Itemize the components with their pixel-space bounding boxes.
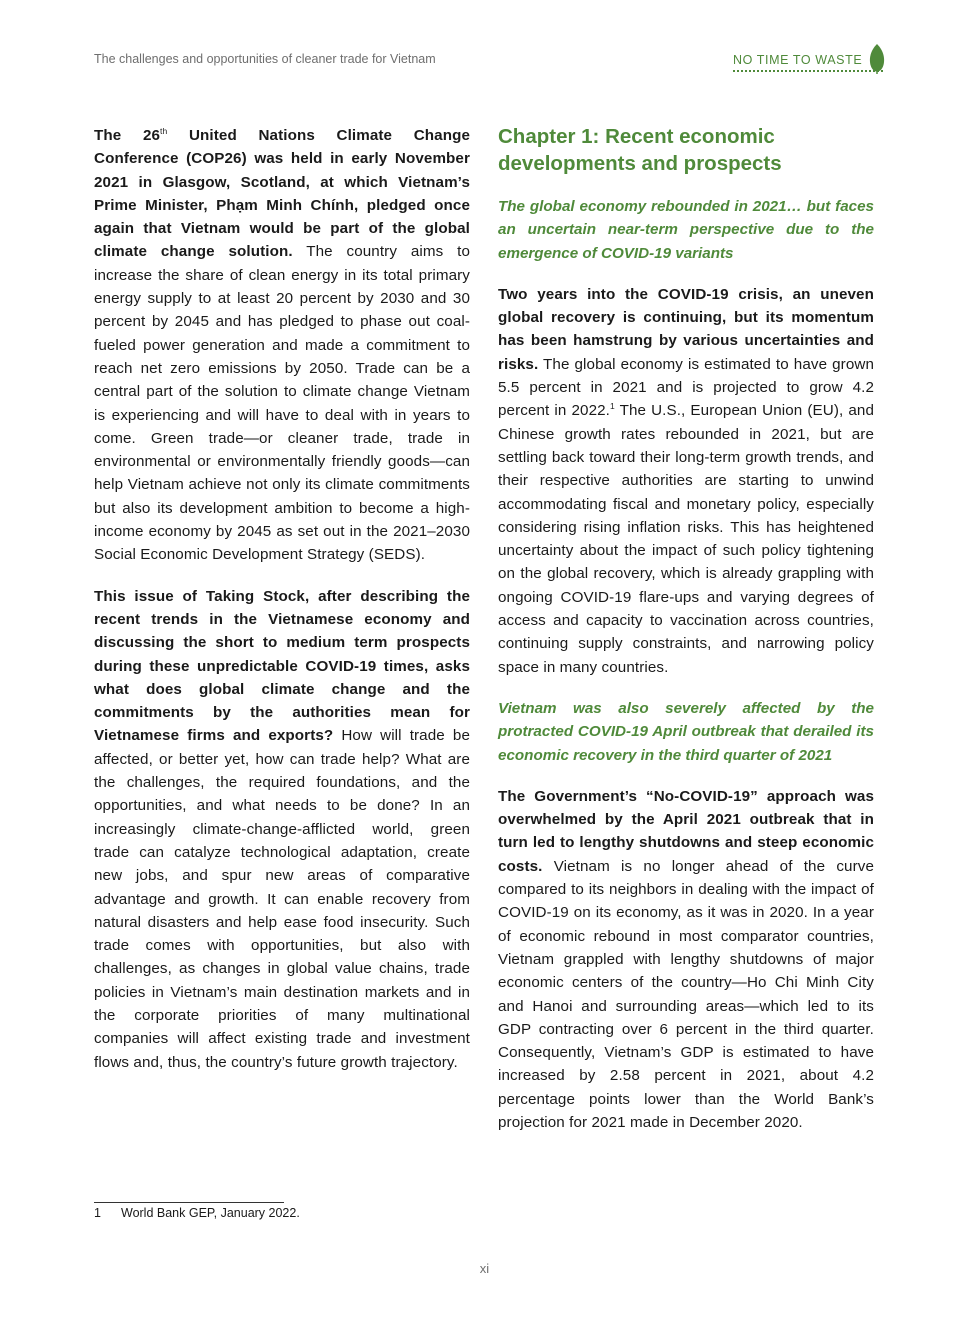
- intro-bold-b: United Nations Climate Change Conference (COP26) was held in early November 2021 in Glasgow, Scotland, at which Vietnam’s Prime Minister, Phạm Minh Chính, pledged once again that Vietnam would be part of the global climate change solution.: [94, 127, 471, 261]
- ordinal-superscript: th: [160, 126, 168, 136]
- global-recovery-bold: Two years into the COVID-19 crisis, an uneven global recovery is continuing, but its momentum has been hamstrung by various uncertainties and risks.: [498, 285, 874, 373]
- no-covid-paragraph: [498, 785, 874, 1134]
- right-column: [498, 124, 874, 1152]
- leaf-icon: [869, 44, 885, 74]
- left-column: [94, 124, 470, 1092]
- page-number: xi: [479, 1261, 490, 1276]
- no-covid-bold: The Government’s “No-COVID-19” approach was overwhelmed by the April 2021 outbreak that in turn led to lengthy shutdowns and steep economic costs.: [498, 787, 874, 875]
- subheading-vietnam-outbreak: Vietnam was also severely affected by the protracted COVID-19 April outbreak that derailed its economic recovery in the third quarter of 2021: [498, 699, 874, 764]
- brand-banner: [733, 44, 889, 76]
- running-header-title: The challenges and opportunities of cleaner trade for Vietnam: [94, 52, 436, 66]
- issue-bold: This issue of Taking Stock, after describing the recent trends in the Vietnamese economy and discussing the short to medium term prospects during these unpredictable COVID-19 times, asks what does global climate change and the commitments by the authorities mean for Vietnamese firms and exports?: [94, 587, 470, 745]
- no-covid-text: Vietnam is no longer ahead of the curve compared to its neighbors in dealing with the impact of COVID-19 on its economy, as it was in 2020. In a year of economic rebound in most comparator countries, Vietnam grappled with lengthy shutdowns of major economic centers of the country—Ho Chi Minh City and Hanoi and surrounding areas—which led to its GDP contracting over 6 percent in the third quarter. Consequently, Vietnam’s GDP is estimated to have increased by 2.58 percent in 2021, about 4.2 percentage points lower than the World Bank’s projection for 2021 made in December 2020.: [498, 857, 874, 1131]
- issue-text: How will trade be affected, or better yet, how can trade help? What are the challenges, the required foundations, and the opportunities, and what needs to be done? In an increasingly climate-change-afflicted world, green trade can catalyze technological adaptation, create new jobs, and spur new areas of comparative advantage and growth. It can enable recovery from natural disasters and help ease food insecurity. Such trade comes with opportunities, but also with challenges, as changes in global value chains, trade policies in Vietnam’s main destination markets and in the corporate priorities of many multinational companies will affect existing trade and investment flows and, thus, the country’s future growth trajectory.: [94, 727, 470, 1071]
- footnote-divider: [94, 1202, 284, 1203]
- footnote-reference[interactable]: 1: [609, 401, 615, 412]
- global-recovery-text-a: The global economy is estimated to have grown 5.5 percent in 2021 and is projected to grow 4.2 percent in 2022.: [498, 355, 874, 420]
- footnote: [94, 1206, 300, 1220]
- intro-text: The country aims to increase the share of clean energy in its total primary energy supply to at least 20 percent by 2030 and 30 percent by 2045 and has pledged to phase out coal-fueled power generation and made a commitment to reach net zero emissions by 2050. Trade can be a central part of the solution to climate change Vietnam is experiencing and will have to deal with in years to come. Green trade—or cleaner trade, trade in environmental or environmentally friendly goods—can help Vietnam achieve not only its climate commitments but also its development ambition to become a high-income economy by 2045 as set out in the 2021–2030 Social Economic Development Strategy (SEDS).: [94, 243, 471, 564]
- global-recovery-text-b: The U.S., European Union (EU), and Chinese growth rates rebounded in 2021, but are settling back toward their long-term growth trends, and their respective authorities are starting to unwind accommodating fiscal and monetary policy, especially considering rising inflation risks. This has heightened uncertainty about the impact of such policy tightening on the global recovery, which is already grappling with ongoing COVID-19 flare-ups and varying degrees of access and capacity to vaccination across countries, continuing supply constraints, and narrowing policy space in many countries.: [498, 402, 874, 676]
- footnote-text: World Bank GEP, January 2022.: [121, 1206, 300, 1220]
- intro-paragraph: [94, 124, 470, 567]
- intro-bold-a: The 26: [94, 127, 161, 144]
- footnote-number: 1: [94, 1206, 101, 1220]
- chapter-title: Chapter 1: Recent economic developments and prospects: [498, 125, 782, 175]
- issue-paragraph: [94, 585, 470, 1074]
- global-recovery-paragraph: [498, 283, 874, 679]
- brand-dotted-underline: [733, 70, 883, 72]
- brand-text: NO TIME TO WASTE: [733, 53, 863, 67]
- subheading-global-economy: The global economy rebounded in 2021… but faces an uncertain near-term perspective due to the emergence of COVID-19 variants: [498, 198, 874, 262]
